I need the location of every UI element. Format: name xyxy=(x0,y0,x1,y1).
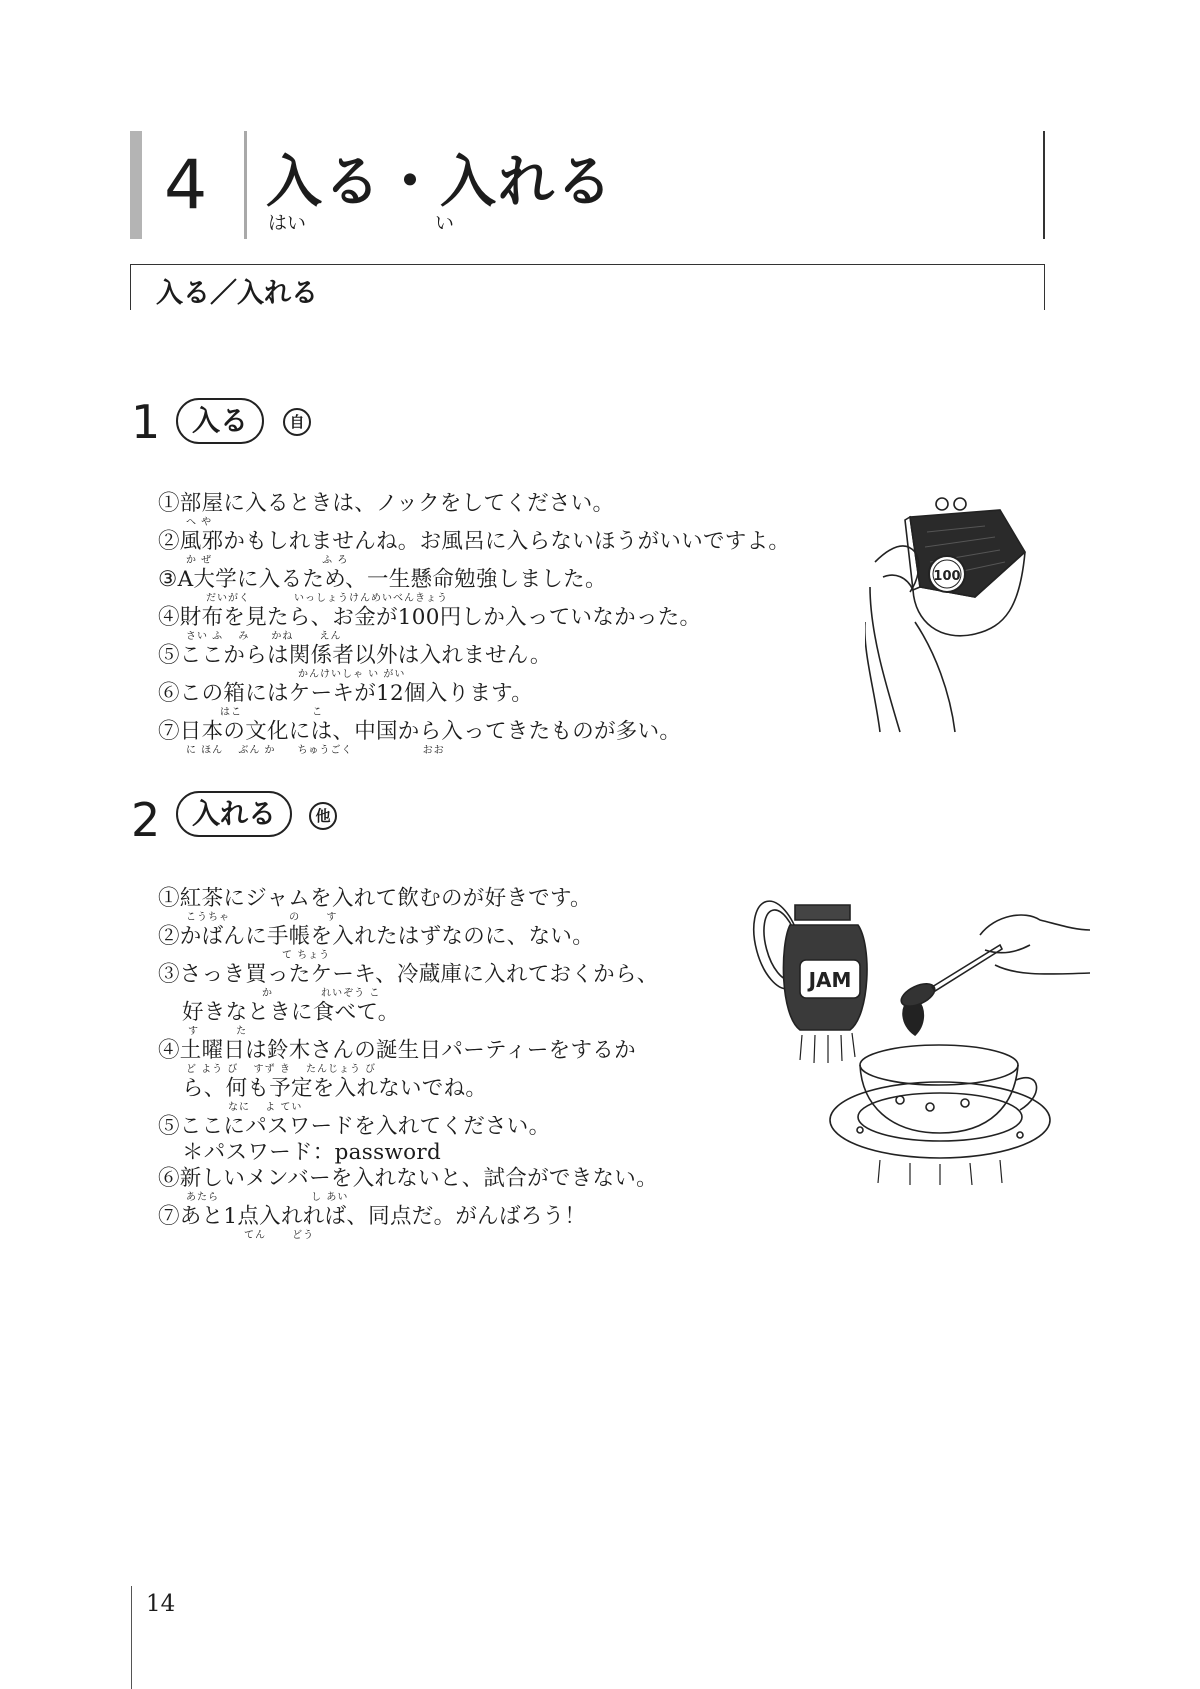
furigana-1-3: だいがく いっしょうけんめいべんきょう xyxy=(206,593,448,604)
chapter-ruby-hai: はい xyxy=(268,212,307,234)
furigana-2-3b: す た xyxy=(188,1026,248,1037)
chapter-accent-bar xyxy=(130,131,142,239)
purse-illustration xyxy=(865,492,1045,737)
furigana-1-1: へ や xyxy=(186,517,213,528)
sentence-2-3: ③さっき買ったケーキ、冷蔵庫に入れておくから、 xyxy=(158,962,659,987)
sentence-1-3: ③A大学に入るため、一生懸命勉強しました。 xyxy=(158,567,607,592)
sentence-2-4: ④土曜日は鈴木さんの誕生日パーティーをするか xyxy=(158,1038,636,1063)
furigana-2-1: こうちゃ の す xyxy=(186,912,338,923)
sentence-1-2: ②風邪かもしれませんね。お風呂に入らないほうがいいですよ。 xyxy=(158,529,791,554)
password-note: ＊パスワード：password xyxy=(182,1140,442,1165)
sentence-1-5: ⑤ここからは関係者以外は入れません。 xyxy=(158,643,552,668)
section-1-sentences xyxy=(158,491,790,757)
furigana-1-7: に ほん ぶん か ちゅうごく おお xyxy=(186,745,445,756)
jam-tea-illustration xyxy=(740,885,1090,1185)
section-2-verb: 入れる xyxy=(176,791,292,837)
sentence-1-6: ⑥この箱にはケーキが12個入ります。 xyxy=(158,681,534,706)
chapter-right-rule xyxy=(1043,131,1045,239)
section-1-verb: 入る xyxy=(176,398,264,444)
furigana-2-7: てん どう xyxy=(244,1230,315,1241)
chapter-title: 入る・入れる xyxy=(266,150,614,215)
sentence-1-1: ①部屋に入るときは、ノックをしてください。 xyxy=(158,491,615,516)
page-number-rule xyxy=(131,1586,132,1689)
chapter-ruby-i: い xyxy=(435,212,455,234)
furigana-2-4b: なに よ てい xyxy=(228,1102,303,1113)
section-2-transitive-mark: 他 xyxy=(309,802,337,830)
coin-label: 100 xyxy=(933,569,961,584)
sentence-2-4b: ら、何も予定を入れないでね。 xyxy=(182,1076,488,1101)
sentence-2-3b: 好きなときに食べて。 xyxy=(182,1000,400,1025)
section-1-intransitive-mark: 自 xyxy=(283,408,311,436)
sentence-2-2: ②かばんに手帳を入れたはずなのに、ない。 xyxy=(158,924,595,949)
furigana-1-4: さい ふ み かね えん xyxy=(186,631,342,642)
sentence-1-4: ④財布を見たら、お金が100円しか入っていなかった。 xyxy=(158,605,702,630)
section-2-sentences xyxy=(158,886,659,1242)
sentence-1-7: ⑦日本の文化には、中国から入ってきたものが多い。 xyxy=(158,719,682,744)
section-1-number: 1 xyxy=(131,395,161,449)
furigana-2-4: ど よう び すず き たんじょう び xyxy=(186,1064,377,1075)
furigana-2-2: て ちょう xyxy=(282,950,331,961)
furigana-1-5: かんけいしゃ い がい xyxy=(298,669,406,680)
chapter-separator xyxy=(244,131,247,239)
furigana-1-6: はこ こ xyxy=(220,707,324,718)
sentence-2-1: ①紅茶にジャムを入れて飲むのが好きです。 xyxy=(158,886,592,911)
page-number: 14 xyxy=(146,1591,176,1617)
furigana-2-3: か れいぞう こ xyxy=(262,988,381,999)
section-2-number: 2 xyxy=(131,793,161,847)
furigana-2-6: あたら し あい xyxy=(186,1192,349,1203)
sentence-2-5: ⑤ここにパスワードを入れてください。 xyxy=(158,1114,551,1139)
sentence-2-6: ⑥新しいメンバーを入れないと、試合ができない。 xyxy=(158,1166,658,1191)
sentence-2-7: ⑦あと1点入れれば、同点だ。がんばろう！ xyxy=(158,1204,587,1229)
furigana-1-2: か ぜ ふ ろ xyxy=(186,555,349,566)
jam-label: JAM xyxy=(808,968,852,992)
chapter-number: 4 xyxy=(164,146,208,225)
subheading-title: 入る／入れる xyxy=(156,278,318,309)
